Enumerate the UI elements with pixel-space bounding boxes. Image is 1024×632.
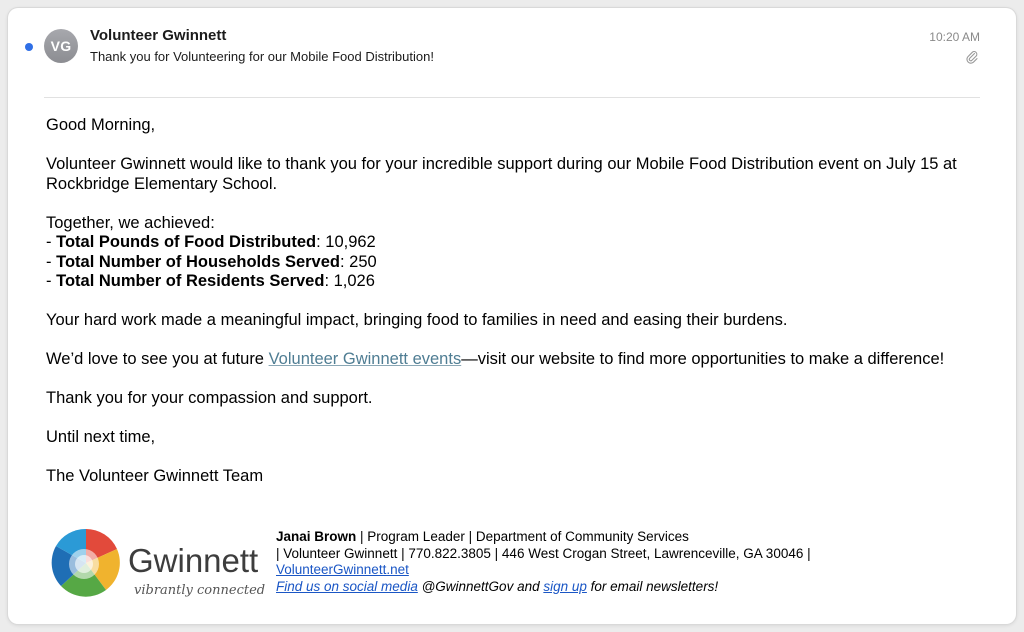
unread-indicator (25, 43, 33, 51)
social-media-link[interactable]: Find us on social media (276, 578, 418, 594)
signature-name-line: Janai Brown | Program Leader | Department of Community Services (276, 529, 689, 544)
email-message (8, 8, 1016, 624)
email-signature (276, 529, 916, 595)
achieved-heading: Together, we achieved: (46, 213, 215, 232)
logo-circle-icon (52, 529, 120, 597)
signature-name: Janai Brown (276, 529, 357, 544)
stat-line: - Total Number of Households Served: 250 (46, 252, 377, 271)
header-divider (44, 97, 980, 98)
stat-value: : 1,026 (324, 272, 375, 290)
stat-value: : 250 (340, 252, 377, 271)
social-line: Find us on social media @GwinnettGov and sign up for email newsletters! (276, 578, 719, 594)
impact-paragraph: Your hard work made a meaningful impact, bringing food to families in need and easing their burdens. (46, 311, 788, 329)
website-link[interactable]: VolunteerGwinnett.net (276, 562, 409, 577)
gwinnett-logo[interactable] (50, 524, 280, 602)
stat-line: - Total Number of Residents Served: 1,026 (46, 272, 375, 290)
sender-name[interactable]: Volunteer Gwinnett (90, 27, 227, 44)
stat-line: - Total Pounds of Food Distributed: 10,962 (46, 233, 376, 251)
closing: Until next time, (46, 428, 156, 446)
events-link[interactable]: Volunteer Gwinnett events (268, 350, 462, 368)
stat-label: Total Number of Households Served (56, 252, 340, 271)
signature-contact: | Volunteer Gwinnett | 770.822.3805 | 446 West Crogan Street, Lawrenceville, GA 30046 | (276, 545, 811, 561)
email-body (46, 116, 1006, 506)
email-subject: Thank you for Volunteering for our Mobile Food Distribution! (90, 49, 434, 64)
logo-wordmark: Gwinnett (128, 542, 259, 579)
paperclip-icon[interactable] (965, 50, 979, 64)
future-paragraph: We’d love to see you at future Volunteer Gwinnett events—visit our website to find more opportunities to make a difference! (46, 350, 945, 368)
greeting: Good Morning, (46, 116, 156, 134)
stat-value: : 10,962 (316, 233, 376, 251)
achievements (46, 214, 1006, 292)
intro-paragraph: Volunteer Gwinnett would like to thank you for your incredible support during our Mobile Food Distribution event on July 15 at Rockbridge Elementary School. (46, 155, 957, 193)
stat-label: Total Pounds of Food Distributed (56, 233, 317, 251)
logo-tagline: vibrantly connected (134, 583, 266, 598)
signup-link[interactable]: sign up (543, 578, 587, 594)
team-signoff: The Volunteer Gwinnett Team (46, 467, 264, 485)
thanks-paragraph: Thank you for your compassion and support. (46, 389, 373, 407)
stat-label: Total Number of Residents Served (56, 272, 325, 290)
avatar: VG (44, 29, 78, 63)
timestamp: 10:20 AM (929, 30, 980, 44)
